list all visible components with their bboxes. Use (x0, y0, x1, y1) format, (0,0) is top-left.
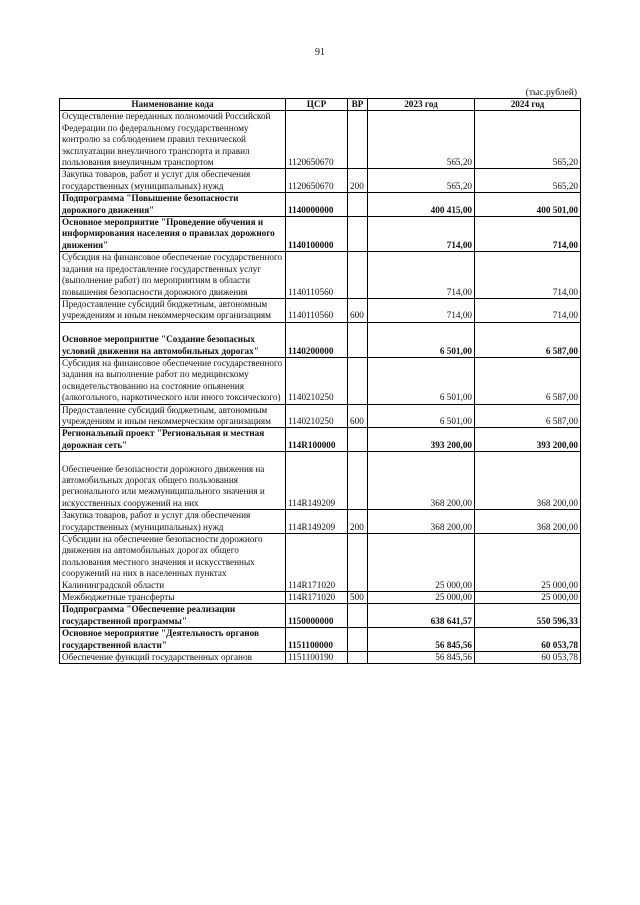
row-csr: 1140200000 (286, 322, 348, 357)
row-2023: 714,00 (368, 252, 475, 299)
row-2024: 368 200,00 (475, 510, 581, 534)
row-csr: 114R171020 (286, 592, 348, 604)
row-2024: 6 587,00 (475, 322, 581, 357)
header-2023: 2023 год (368, 99, 475, 111)
row-name-text: Основное мероприятие "Создание безопасных условий движения на автомобильных дорогах" (62, 334, 259, 356)
row-vr (348, 357, 368, 404)
row-2024: 550 596,33 (475, 604, 581, 628)
row-2023: 368 200,00 (368, 510, 475, 534)
table-row (60, 652, 581, 664)
table-row (60, 510, 581, 534)
row-2023: 565,20 (368, 169, 475, 193)
row-2023: 565,20 (368, 111, 475, 169)
row-2023: 393 200,00 (368, 428, 475, 452)
row-name: Закупка товаров, работ и услуг для обеспечения государственных (муниципальных) нужд (60, 169, 286, 193)
row-csr: 1140210250 (286, 357, 348, 404)
table-row (60, 592, 581, 604)
row-name: Региональный проект "Региональная и местная дорожная сеть" (60, 428, 286, 452)
row-2024: 565,20 (475, 169, 581, 193)
row-vr (348, 452, 368, 510)
row-2023: 25 000,00 (368, 592, 475, 604)
table-row (60, 193, 581, 217)
row-vr (348, 193, 368, 217)
table-row (60, 428, 581, 452)
row-2024: 60 053,78 (475, 628, 581, 652)
row-2024: 393 200,00 (475, 428, 581, 452)
table-header-row (60, 99, 581, 111)
row-csr: 1140000000 (286, 193, 348, 217)
row-2023: 400 415,00 (368, 193, 475, 217)
row-2024: 368 200,00 (475, 452, 581, 510)
row-name: Закупка товаров, работ и услуг для обеспечения государственных (муниципальных) нужд (60, 510, 286, 534)
row-csr: 1140110560 (286, 298, 348, 322)
budget-table (59, 98, 581, 664)
row-vr (348, 604, 368, 628)
row-name: Субсидия на финансовое обеспечение государственного задания на выполнение работ по медицинскому освидетельствованию на состояние опьянения (алкогольного, наркотического или иного токсического) (60, 357, 286, 404)
row-2023: 6 501,00 (368, 404, 475, 428)
row-2024: 6 587,00 (475, 357, 581, 404)
row-name (60, 322, 286, 357)
page-number: 91 (315, 47, 325, 58)
table-row (60, 252, 581, 299)
row-name-text: Обеспечение безопасности дорожного движения на автомобильных дорогах общего пользования регионального или межмуниципального значения и искусственных сооружений на них (62, 463, 265, 508)
row-name (60, 452, 286, 510)
row-2023: 714,00 (368, 298, 475, 322)
row-vr (348, 652, 368, 664)
row-2024: 714,00 (475, 217, 581, 252)
row-csr: 1140100000 (286, 217, 348, 252)
row-vr: 600 (348, 404, 368, 428)
row-csr: 114R149209 (286, 510, 348, 534)
row-name: Предоставление субсидий бюджетным, автономным учреждениям и иным некоммерческим организациям (60, 404, 286, 428)
row-2023: 56 845,56 (368, 652, 475, 664)
row-csr: 1151100000 (286, 628, 348, 652)
row-vr (348, 534, 368, 592)
row-name: Подпрограмма "Обеспечение реализации государственной программы" (60, 604, 286, 628)
units-label: (тыс.рублей) (525, 88, 577, 98)
row-vr (348, 322, 368, 357)
row-vr: 200 (348, 169, 368, 193)
row-vr: 600 (348, 298, 368, 322)
table-row (60, 628, 581, 652)
row-vr (348, 217, 368, 252)
table-row (60, 169, 581, 193)
row-2024: 714,00 (475, 298, 581, 322)
row-name: Обеспечение функций государственных органов (60, 652, 286, 664)
table-row (60, 322, 581, 357)
header-2024: 2024 год (475, 99, 581, 111)
row-vr: 200 (348, 510, 368, 534)
row-csr: 1120650670 (286, 169, 348, 193)
row-name: Основное мероприятие "Деятельность органов государственной власти" (60, 628, 286, 652)
table-row (60, 111, 581, 169)
row-name: Субсидии на обеспечение безопасности дорожного движения на автомобильных дорогах общего пользования местного значения и искусственных сооружений на них в населенных пунктах Калининградской области (60, 534, 286, 592)
row-2023: 714,00 (368, 217, 475, 252)
table-row (60, 357, 581, 404)
row-csr: 1120650670 (286, 111, 348, 169)
row-2024: 714,00 (475, 252, 581, 299)
row-csr: 1140110560 (286, 252, 348, 299)
row-2024: 60 053,78 (475, 652, 581, 664)
row-name: Межбюджетные трансферты (60, 592, 286, 604)
row-2023: 368 200,00 (368, 452, 475, 510)
row-vr (348, 111, 368, 169)
row-csr: 1150000000 (286, 604, 348, 628)
row-2023: 25 000,00 (368, 534, 475, 592)
row-name: Осуществление переданных полномочий Российской Федерации по федеральному государственному контролю за соблюдением правил технической эксплуатации внеуличного транспорта и правил пользования внеуличным транспортом (60, 111, 286, 169)
row-vr (348, 252, 368, 299)
row-2024: 565,20 (475, 111, 581, 169)
row-csr: 114R100000 (286, 428, 348, 452)
row-name: Субсидия на финансовое обеспечение государственного задания на предоставление государственных услуг (выполнение работ) по мероприятиям в области повышения безопасности дорожного движения (60, 252, 286, 299)
table-row (60, 534, 581, 592)
row-2023: 6 501,00 (368, 322, 475, 357)
table-row (60, 452, 581, 510)
row-2023: 638 641,57 (368, 604, 475, 628)
row-csr: 114R171020 (286, 534, 348, 592)
row-2024: 6 587,00 (475, 404, 581, 428)
row-2024: 400 501,00 (475, 193, 581, 217)
row-2023: 56 845,56 (368, 628, 475, 652)
table-row (60, 604, 581, 628)
header-csr: ЦСР (286, 99, 348, 111)
row-csr: 1151100190 (286, 652, 348, 664)
row-vr (348, 428, 368, 452)
row-name: Основное мероприятие "Проведение обучения и информирования населения о правилах дорожного движения" (60, 217, 286, 252)
row-vr (348, 628, 368, 652)
table-row (60, 404, 581, 428)
row-csr: 1140210250 (286, 404, 348, 428)
table-row (60, 298, 581, 322)
header-name: Наименование кода (60, 99, 286, 111)
table-row (60, 217, 581, 252)
header-vr: ВР (348, 99, 368, 111)
row-name: Подпрограмма "Повышение безопасности дорожного движения" (60, 193, 286, 217)
row-2024: 25 000,00 (475, 534, 581, 592)
row-2023: 6 501,00 (368, 357, 475, 404)
row-vr: 500 (348, 592, 368, 604)
row-2024: 25 000,00 (475, 592, 581, 604)
row-csr: 114R149209 (286, 452, 348, 510)
row-name: Предоставление субсидий бюджетным, автономным учреждениям и иным некоммерческим организациям (60, 298, 286, 322)
